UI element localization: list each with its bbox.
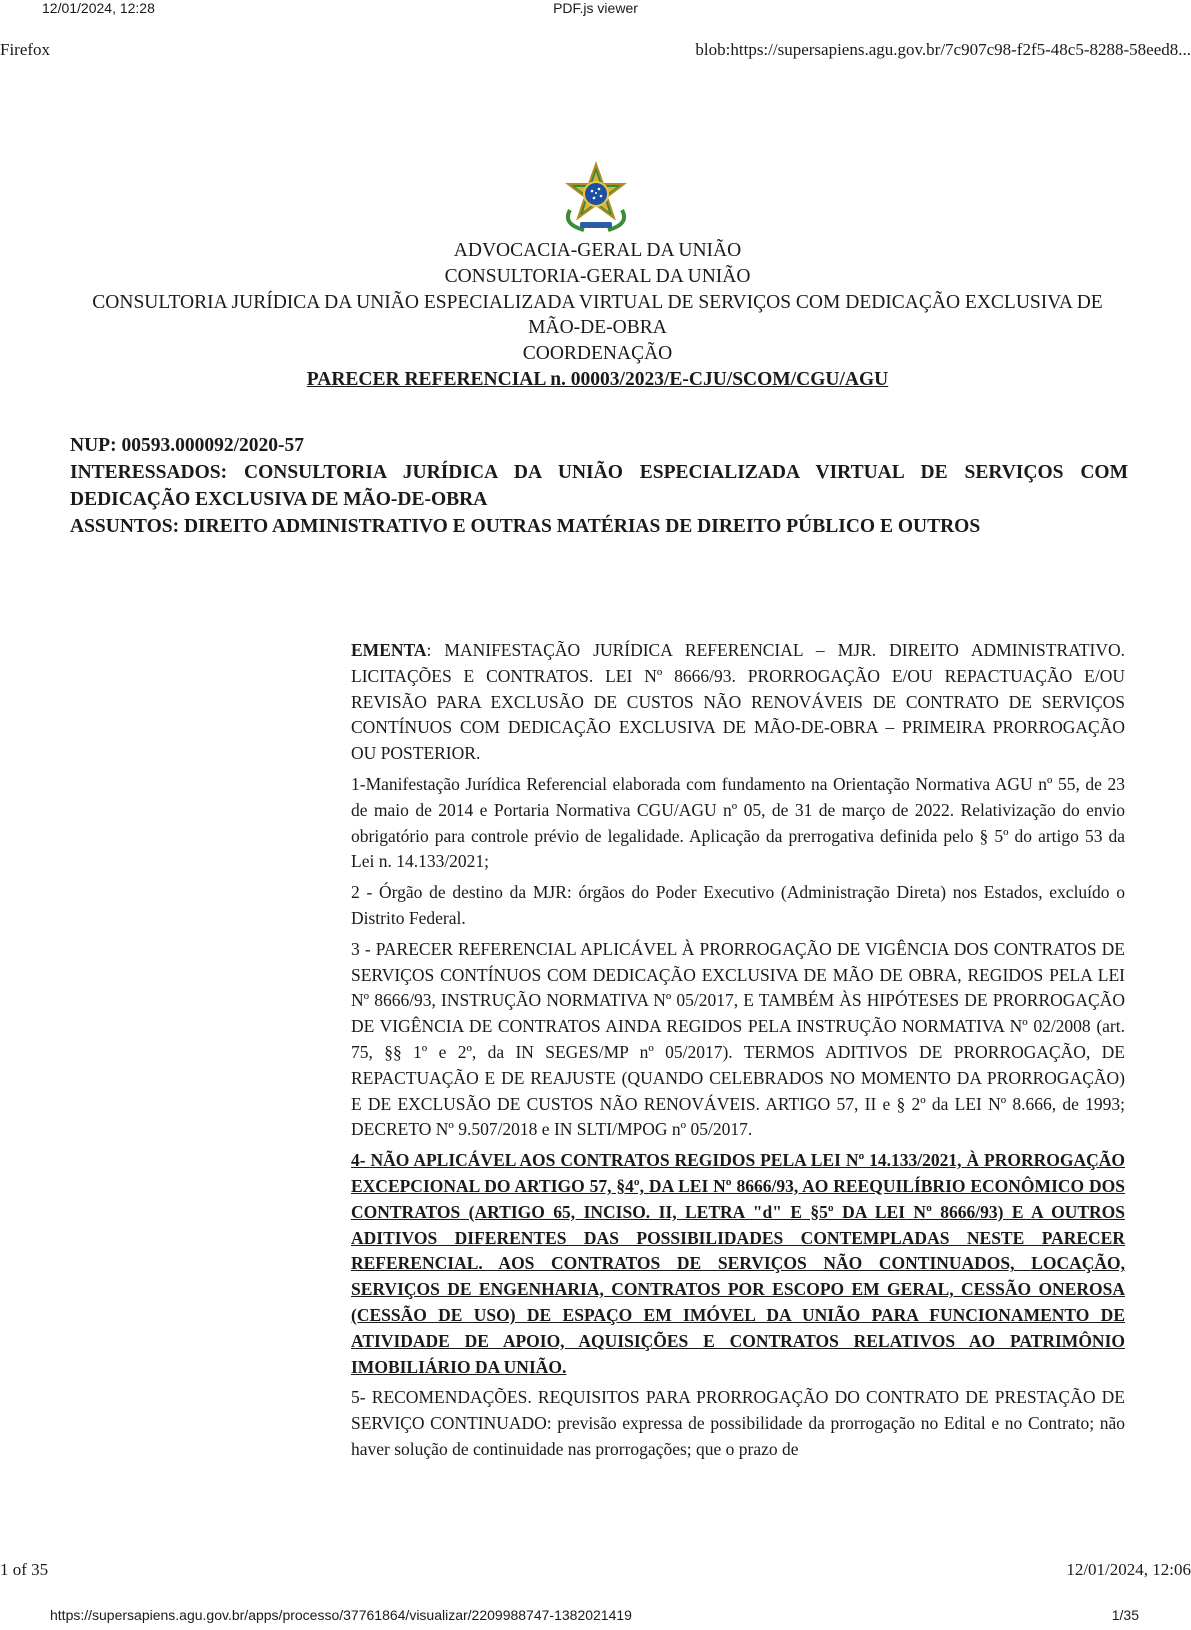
ementa-label: EMENTA: [351, 640, 427, 660]
ementa-item-5: 5- RECOMENDAÇÕES. REQUISITOS PARA PRORROGAÇÃO DO CONTRATO DE PRESTAÇÃO DE SERVIÇO CONTINUADO: previsão expressa de possibilidade da prorrogação no Edital e no Contrato; não haver solução de continuidade nas prorrogações; que o prazo de: [351, 1387, 1125, 1459]
ementa-intro-text: : MANIFESTAÇÃO JURÍDICA REFERENCIAL – MJR. DIREITO ADMINISTRATIVO. LICITAÇÕES E CONTRATOS. LEI Nº 8666/93. PRORROGAÇÃO E/OU REPACTUAÇÃO E/OU REVISÃO PARA EXCLUSÃO DE CUSTOS NÃO RENOVÁVEIS DE CONTRATO DE SERVIÇOS CONTÍNUOS COM DEDICAÇÃO EXCLUSIVA DE MÃO-DE-OBRA – PRIMEIRA PRORROGAÇÃO OU POSTERIOR.: [351, 640, 1125, 764]
header-line-coordenacao: COORDENAÇÃO: [522, 343, 673, 365]
print-page-number: 1/35: [1111, 1607, 1139, 1623]
header-line-cgu: CONSULTORIA-GERAL DA UNIÃO: [444, 265, 751, 287]
print-title: PDF.js viewer: [553, 0, 638, 16]
nup: NUP: 00593.000092/2020-57: [70, 435, 304, 456]
print-url: https://supersapiens.agu.gov.br/apps/processo/37761864/visualizar/2209988747-1382021419: [50, 1607, 632, 1623]
ementa-item-2: 2 - Órgão de destino da MJR: órgãos do Poder Executivo (Administração Direta) nos Estados, excluído o Distrito Federal.: [351, 882, 1125, 928]
document-header: [80, 238, 1115, 393]
viewer-url: blob:https://supersapiens.agu.gov.br/7c907c98-f2f5-48c5-8288-58eed8...: [695, 40, 1191, 59]
ementa-item-4: 4- NÃO APLICÁVEL AOS CONTRATOS REGIDOS PELA LEI Nº 14.133/2021, À PRORROGAÇÃO EXCEPCIONAL DO ARTIGO 57, §4º, DA LEI Nº 8666/93, AO REEQUILÍBRIO ECONÔMICO DOS CONTRATOS (ARTIGO 65, INCISO. II, LETRA "d" E §5º DA LEI Nº 8666/93) E A OUTROS ADITIVOS DIFERENTES DAS POSSIBILIDADES CONTEMPLADAS NESTE PARECER REFERENCIAL. AOS CONTRATOS DE SERVIÇOS NÃO CONTINUADOS, LOCAÇÃO, SERVIÇOS DE ENGENHARIA, CONTRATOS POR ESCOPO EM GERAL, CESSÃO ONEROSA (CESSÃO DE USO) DE ESPAÇO EM IMÓVEL DA UNIÃO PARA FUNCIONAMENTO DE ATIVIDADE DE APOIO, AQUISIÇÕES E CONTRATOS RELATIVOS AO PATRIMÔNIO IMOBILIÁRIO DA UNIÃO.: [351, 1150, 1125, 1377]
brazil-coat-of-arms-icon: [562, 160, 630, 232]
report-title: PARECER REFERENCIAL n. 00003/2023/E-CJU/SCOM/CGU/AGU: [306, 368, 889, 390]
ementa-intro: [351, 638, 1125, 767]
ementa-block: [351, 638, 1125, 1468]
process-metadata: [70, 432, 1128, 540]
page-counter: 1 of 35: [0, 1560, 49, 1579]
assuntos: ASSUNTOS: DIREITO ADMINISTRATIVO E OUTRAS MATÉRIAS DE DIREITO PÚBLICO E OUTROS: [70, 516, 981, 537]
interessados: INTERESSADOS: CONSULTORIA JURÍDICA DA UNIÃO ESPECIALIZADA VIRTUAL DE SERVIÇOS COM DEDICAÇÃO EXCLUSIVA DE MÃO-DE-OBRA: [70, 462, 1128, 510]
viewer-app-name: Firefox: [0, 40, 51, 59]
document-timestamp: 12/01/2024, 12:06: [1066, 1560, 1191, 1579]
ementa-item-1: 1-Manifestação Jurídica Referencial elaborada com fundamento na Orientação Normativa AGU nº 55, de 23 de maio de 2014 e Portaria Normativa CGU/AGU nº 05, de 31 de março de 2022. Relativização do envio obrigatório para controle prévio de legalidade. Aplicação da prerrogativa definida pelo § 5º do artigo 53 da Lei n. 14.133/2021;: [351, 773, 1125, 872]
print-date: 12/01/2024, 12:28: [42, 0, 155, 16]
header-line-cju: CONSULTORIA JURÍDICA DA UNIÃO ESPECIALIZADA VIRTUAL DE SERVIÇOS COM DEDICAÇÃO EXCLUSIVA DE MÃO-DE-OBRA: [92, 291, 1103, 339]
header-line-agu: ADVOCACIA-GERAL DA UNIÃO: [453, 240, 742, 261]
ementa-item-3: 3 - PARECER REFERENCIAL APLICÁVEL À PRORROGAÇÃO DE VIGÊNCIA DOS CONTRATOS DE SERVIÇOS CONTÍNUOS COM DEDICAÇÃO EXCLUSIVA DE MÃO DE OBRA, REGIDOS PELA LEI Nº 8666/93, INSTRUÇÃO NORMATIVA Nº 05/2017, E TAMBÉM ÀS HIPÓTESES DE PRORROGAÇÃO DE VIGÊNCIA DE CONTRATOS AINDA REGIDOS PELA INSTRUÇÃO NORMATIVA Nº 02/2008 (art. 75, §§ 1º e 2º, da IN SEGES/MP nº 05/2017). TERMOS ADITIVOS DE PRORROGAÇÃO, DE REPACTUAÇÃO E DE REAJUSTE (QUANDO CELEBRADOS NO MOMENTO DA PRORROGAÇÃO) E DE EXCLUSÃO DE CUSTOS NÃO RENOVÁVEIS. ARTIGO 57, II e § 2º da LEI Nº 8.666, de 1993; DECRETO Nº 9.507/2018 e IN SLTI/MPOG nº 05/2017.: [351, 938, 1125, 1140]
